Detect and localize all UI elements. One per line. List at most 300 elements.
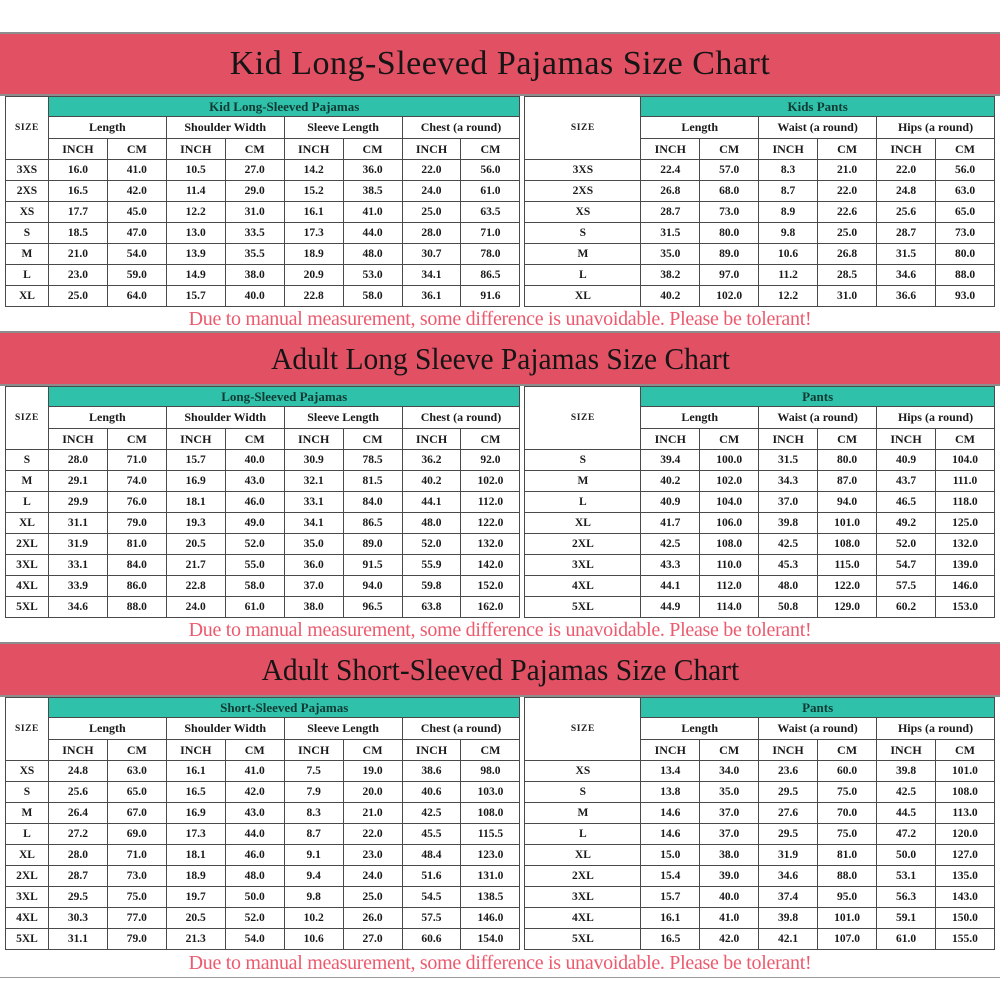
measurement-value: 24.0 [343,866,402,887]
measurement-value: 98.0 [461,761,520,782]
size-row [525,492,995,513]
measurement-value: 104.0 [936,450,995,471]
measurement-value: 81.0 [818,845,877,866]
pants-size-table [524,96,995,307]
measurement-value: 31.9 [759,845,818,866]
size-row [525,265,995,286]
measurement-value: 63.8 [402,597,461,618]
measurement-value: 59.1 [877,908,936,929]
size-label: XS [525,761,641,782]
measurement-value: 36.1 [402,286,461,307]
size-label: XL [6,845,49,866]
measurement-value: 102.0 [700,286,759,307]
measurement-value: 78.5 [343,450,402,471]
tables-row [0,697,1000,950]
measurement-value: 40.0 [225,286,284,307]
size-row [525,597,995,618]
measurement-value: 35.0 [641,244,700,265]
measurement-value: 84.0 [107,555,166,576]
measurement-value: 29.5 [759,824,818,845]
measurement-value: 48.0 [759,576,818,597]
measurement-value: 45.0 [107,202,166,223]
unit-header: INCH [48,139,107,160]
garment-table-slot [5,386,520,618]
unit-header: INCH [759,740,818,761]
measurement-value: 26.8 [818,244,877,265]
measurement-value: 21.0 [343,803,402,824]
size-label: S [6,782,49,803]
measurement-value: 120.0 [935,824,994,845]
top-margin [0,0,1000,32]
measurement-value: 34.1 [402,265,461,286]
measurement-value: 71.0 [107,450,166,471]
size-column-header: SIZE [525,387,641,450]
measurement-value: 25.0 [343,887,402,908]
measurement-value: 33.1 [48,555,107,576]
measurement-value: 152.0 [461,576,520,597]
measurement-value: 39.0 [700,866,759,887]
section-title: Adult Short-Sleeved Pajamas Size Chart [261,651,739,687]
measurement-value: 40.0 [225,450,284,471]
size-label: 3XL [6,887,49,908]
size-row [6,450,520,471]
measurement-value: 38.0 [700,845,759,866]
measurement-category: Chest (a round) [402,117,520,139]
measurement-value: 71.0 [107,845,166,866]
measurement-value: 50.0 [225,887,284,908]
size-column-header: SIZE [525,97,641,160]
measurement-value: 31.5 [877,244,936,265]
measurement-value: 10.5 [166,160,225,181]
measurement-value: 18.1 [166,845,225,866]
size-label: 4XL [525,576,641,597]
size-label: L [525,824,641,845]
measurement-value: 108.0 [700,534,759,555]
measurement-value: 40.9 [641,492,700,513]
size-column-header: SIZE [6,387,49,450]
unit-header: INCH [48,740,107,761]
measurement-value: 80.0 [936,244,995,265]
measurement-value: 80.0 [700,223,759,244]
section-title: Kid Long-Sleeved Pajamas Size Chart [229,45,771,82]
measurement-value: 75.0 [107,887,166,908]
measurement-value: 40.0 [700,887,759,908]
measurement-category: Length [48,117,166,139]
measurement-value: 56.0 [936,160,995,181]
measurement-value: 68.0 [700,181,759,202]
measurement-value: 75.0 [818,782,877,803]
measurement-value: 132.0 [936,534,995,555]
measurement-value: 13.9 [166,244,225,265]
size-label: L [6,824,49,845]
measurement-value: 14.6 [641,824,700,845]
measurement-value: 30.3 [48,908,107,929]
size-row [525,576,995,597]
measurement-value: 45.3 [759,555,818,576]
unit-header: INCH [48,429,107,450]
measurement-category: Length [48,718,166,740]
size-label: S [525,223,641,244]
unit-header: INCH [641,139,700,160]
measurement-value: 154.0 [461,929,520,950]
measurement-value: 28.7 [48,866,107,887]
size-label: 4XL [6,908,49,929]
measurement-value: 122.0 [461,513,520,534]
measurement-value: 30.7 [402,244,461,265]
measurement-category: Length [641,407,759,429]
measurement-value: 33.1 [284,492,343,513]
measurement-value: 12.2 [166,202,225,223]
measurement-value: 43.0 [225,471,284,492]
measurement-value: 43.0 [225,803,284,824]
measurement-value: 81.5 [343,471,402,492]
measurement-value: 108.0 [935,782,994,803]
measurement-value: 26.4 [48,803,107,824]
unit-header: CM [107,740,166,761]
size-row [525,450,995,471]
measurement-value: 28.0 [48,450,107,471]
measurement-value: 122.0 [818,576,877,597]
table-header-band: Kid Long-Sleeved Pajamas [48,97,520,117]
tables-row [0,96,1000,307]
measurement-value: 44.1 [402,492,461,513]
measurement-value: 16.5 [641,929,700,950]
measurement-value: 52.0 [225,534,284,555]
measurement-value: 19.3 [166,513,225,534]
measurement-value: 38.6 [402,761,461,782]
measurement-value: 15.7 [166,450,225,471]
section-kid-long-sleeved [0,32,1000,331]
unit-header: CM [818,740,877,761]
measurement-value: 16.9 [166,471,225,492]
measurement-value: 47.0 [107,223,166,244]
measurement-value: 16.1 [284,202,343,223]
measurement-value: 65.0 [936,202,995,223]
measurement-value: 23.0 [48,265,107,286]
measurement-value: 38.2 [641,265,700,286]
measurement-value: 79.0 [107,513,166,534]
unit-header: CM [700,740,759,761]
size-row [6,887,520,908]
table-header-band: Pants [641,387,995,407]
unit-header: INCH [402,139,461,160]
measurement-value: 89.0 [343,534,402,555]
measurement-value: 25.0 [818,223,877,244]
size-label: XL [6,286,49,307]
measurement-value: 13.0 [166,223,225,244]
unit-header: INCH [641,429,700,450]
measurement-value: 20.5 [166,908,225,929]
measurement-value: 104.0 [700,492,759,513]
unit-header: INCH [641,740,700,761]
table-header-band: Pants [641,698,995,718]
size-column-header: SIZE [6,97,49,160]
measurement-value: 38.5 [343,181,402,202]
measurement-value: 95.0 [818,887,877,908]
measurement-value: 35.5 [225,244,284,265]
measurement-value: 8.7 [759,181,818,202]
measurement-value: 11.4 [166,181,225,202]
measurement-value: 106.0 [700,513,759,534]
table-header-band: Long-Sleeved Pajamas [48,387,520,407]
measurement-category: Shoulder Width [166,117,284,139]
measurement-value: 91.6 [461,286,520,307]
size-label: 5XL [6,929,49,950]
measurement-value: 114.0 [700,597,759,618]
measurement-value: 28.5 [818,265,877,286]
measurement-value: 34.6 [759,866,818,887]
section-adult-long-sleeve [0,331,1000,642]
measurement-value: 115.5 [461,824,520,845]
measurement-value: 37.0 [700,803,759,824]
measurement-value: 46.0 [225,845,284,866]
measurement-value: 27.2 [48,824,107,845]
measurement-value: 103.0 [461,782,520,803]
measurement-value: 22.0 [818,181,877,202]
measurement-value: 135.0 [935,866,994,887]
measurement-value: 112.0 [700,576,759,597]
measurement-value: 54.7 [877,555,936,576]
size-row [6,782,520,803]
unit-header: INCH [166,740,225,761]
measurement-value: 42.5 [641,534,700,555]
measurement-value: 86.0 [107,576,166,597]
size-label: 3XL [6,555,49,576]
measurement-value: 26.0 [343,908,402,929]
measurement-value: 81.0 [107,534,166,555]
unit-header: CM [700,139,759,160]
measurement-value: 11.2 [759,265,818,286]
measurement-value: 9.8 [759,223,818,244]
size-row [525,555,995,576]
measurement-value: 87.0 [818,471,877,492]
size-row [525,471,995,492]
measurement-value: 15.7 [166,286,225,307]
unit-header: INCH [166,429,225,450]
measurement-value: 23.0 [343,845,402,866]
measurement-category: Waist (a round) [759,407,877,429]
size-row [525,929,995,950]
measurement-value: 28.0 [402,223,461,244]
pants-table-slot [524,96,995,307]
measurement-category: Hips (a round) [877,718,995,740]
measurement-value: 17.7 [48,202,107,223]
measurement-value: 64.0 [107,286,166,307]
size-row [6,160,520,181]
measurement-value: 100.0 [700,450,759,471]
size-column-header: SIZE [6,698,49,761]
size-row [525,908,995,929]
measurement-value: 10.6 [284,929,343,950]
measurement-value: 29.0 [225,181,284,202]
measurement-value: 36.0 [284,555,343,576]
measurement-value: 29.5 [48,887,107,908]
measurement-value: 8.7 [284,824,343,845]
measurement-value: 22.8 [284,286,343,307]
measurement-value: 92.0 [461,450,520,471]
measurement-value: 43.3 [641,555,700,576]
size-row [525,223,995,244]
garment-size-table [5,697,520,950]
unit-header: CM [225,429,284,450]
measurement-value: 33.9 [48,576,107,597]
measurement-value: 10.6 [759,244,818,265]
section-banner [0,331,1000,386]
measurement-category: Length [48,407,166,429]
measurement-value: 13.4 [641,761,700,782]
measurement-value: 48.0 [343,244,402,265]
measurement-value: 22.0 [402,160,461,181]
measurement-value: 29.1 [48,471,107,492]
measurement-value: 86.5 [343,513,402,534]
measurement-value: 42.0 [700,929,759,950]
size-label: XL [525,513,641,534]
measurement-value: 22.4 [641,160,700,181]
measurement-value: 55.0 [225,555,284,576]
measurement-value: 34.6 [48,597,107,618]
measurement-value: 45.5 [402,824,461,845]
measurement-value: 146.0 [461,908,520,929]
measurement-value: 37.0 [759,492,818,513]
measurement-value: 24.0 [166,597,225,618]
measurement-value: 34.3 [759,471,818,492]
size-row [525,803,995,824]
size-row [525,866,995,887]
size-row [6,534,520,555]
measurement-value: 7.5 [284,761,343,782]
measurement-value: 52.0 [877,534,936,555]
unit-header: CM [461,740,520,761]
size-label: 3XL [525,887,641,908]
unit-header: INCH [877,429,936,450]
measurement-value: 9.4 [284,866,343,887]
measurement-value: 48.0 [402,513,461,534]
measurement-value: 39.8 [877,761,936,782]
garment-table-slot [5,697,520,950]
measurement-value: 61.0 [461,181,520,202]
measurement-value: 7.9 [284,782,343,803]
disclaimer-text: Due to manual measurement, some difference is unavoidable. Please be tolerant! [188,618,812,641]
measurement-value: 20.9 [284,265,343,286]
measurement-value: 50.0 [877,845,936,866]
measurement-value: 14.6 [641,803,700,824]
size-label: 2XS [6,181,49,202]
size-label: 2XS [525,181,641,202]
measurement-value: 26.8 [641,181,700,202]
measurement-value: 63.5 [461,202,520,223]
measurement-category: Chest (a round) [402,407,520,429]
unit-header: CM [818,139,877,160]
measurement-value: 53.1 [877,866,936,887]
measurement-value: 36.6 [877,286,936,307]
measurement-value: 63.0 [936,181,995,202]
measurement-value: 34.1 [284,513,343,534]
measurement-value: 13.8 [641,782,700,803]
size-row [525,513,995,534]
size-row [525,845,995,866]
section-banner [0,642,1000,697]
measurement-value: 41.0 [107,160,166,181]
size-label: XL [525,845,641,866]
measurement-category: Waist (a round) [759,718,877,740]
measurement-value: 24.8 [877,181,936,202]
measurement-value: 27.6 [759,803,818,824]
unit-header: CM [225,740,284,761]
size-label: 5XL [525,929,641,950]
section-adult-short-sleeved [0,642,1000,978]
garment-size-table [5,386,520,618]
measurement-value: 28.7 [877,223,936,244]
measurement-value: 38.0 [225,265,284,286]
measurement-value: 94.0 [818,492,877,513]
measurement-value: 61.0 [225,597,284,618]
measurement-value: 48.4 [402,845,461,866]
measurement-value: 14.9 [166,265,225,286]
measurement-value: 150.0 [935,908,994,929]
measurement-value: 129.0 [818,597,877,618]
measurement-value: 36.0 [343,160,402,181]
measurement-value: 18.9 [166,866,225,887]
measurement-value: 96.5 [343,597,402,618]
measurement-value: 71.0 [461,223,520,244]
size-row [525,534,995,555]
tables-row [0,386,1000,618]
unit-header: CM [343,740,402,761]
size-row [6,181,520,202]
measurement-value: 35.0 [284,534,343,555]
measurement-value: 40.2 [641,286,700,307]
measurement-category: Hips (a round) [877,407,995,429]
measurement-value: 93.0 [936,286,995,307]
measurement-value: 34.0 [700,761,759,782]
unit-header: CM [700,429,759,450]
measurement-value: 10.2 [284,908,343,929]
unit-header: CM [343,139,402,160]
size-row [525,887,995,908]
measurement-value: 57.5 [877,576,936,597]
measurement-category: Waist (a round) [759,117,877,139]
unit-header: CM [107,429,166,450]
size-label: 4XL [525,908,641,929]
pants-size-table [524,697,995,950]
size-row [525,824,995,845]
measurement-value: 48.0 [225,866,284,887]
measurement-value: 25.6 [48,782,107,803]
size-row [6,845,520,866]
measurement-value: 44.5 [877,803,936,824]
measurement-value: 88.0 [818,866,877,887]
size-row [525,244,995,265]
measurement-value: 89.0 [700,244,759,265]
measurement-value: 25.0 [402,202,461,223]
size-label: L [6,265,49,286]
measurement-value: 70.0 [818,803,877,824]
table-header-band: Kids Pants [641,97,995,117]
measurement-value: 80.0 [818,450,877,471]
measurement-value: 39.8 [759,513,818,534]
unit-header: INCH [284,429,343,450]
size-label: 3XS [6,160,49,181]
unit-header: CM [936,429,995,450]
size-label: S [525,450,641,471]
pants-size-table [524,386,995,618]
measurement-value: 42.0 [225,782,284,803]
unit-header: CM [225,139,284,160]
size-row [6,929,520,950]
size-label: 2XL [525,866,641,887]
measurement-value: 112.0 [461,492,520,513]
measurement-value: 31.5 [759,450,818,471]
